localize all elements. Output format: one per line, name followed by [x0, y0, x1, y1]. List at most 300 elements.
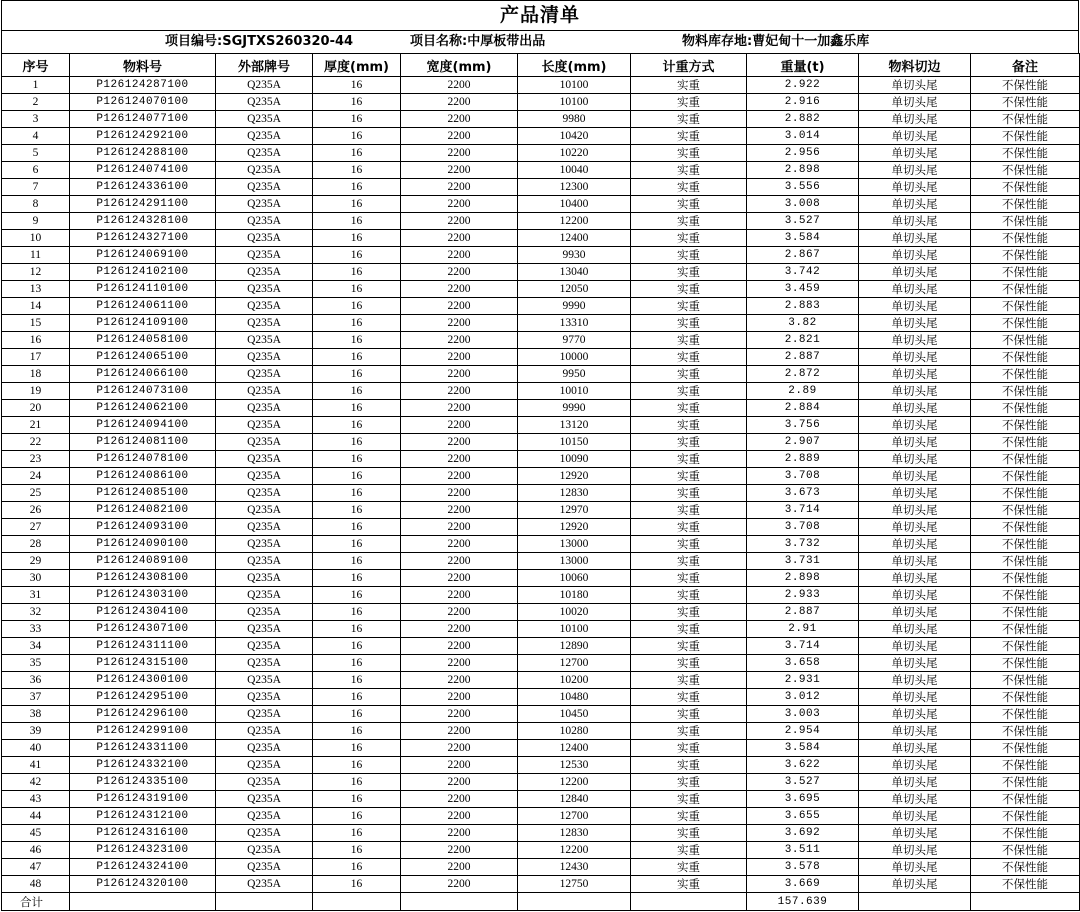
width-cell: 2200 — [401, 366, 518, 383]
material-number-cell: P126124109100 — [70, 315, 216, 332]
width-cell: 2200 — [401, 570, 518, 587]
weight-cell: 3.527 — [747, 213, 859, 230]
width-cell: 2200 — [401, 400, 518, 417]
table-row — [2, 162, 1080, 179]
material-number-cell: P126124090100 — [70, 536, 216, 553]
table-row — [2, 298, 1080, 315]
grade-cell: Q235A — [216, 587, 313, 604]
length-cell: 12750 — [518, 876, 631, 893]
weight-cell: 2.887 — [747, 604, 859, 621]
remark-cell: 不保性能 — [971, 825, 1080, 842]
grade-cell: Q235A — [216, 434, 313, 451]
row-number-cell: 44 — [2, 808, 70, 825]
table-row — [2, 366, 1080, 383]
material-number-cell: P126124304100 — [70, 604, 216, 621]
material-number-cell: P126124086100 — [70, 468, 216, 485]
weigh-method-cell: 实重 — [631, 553, 747, 570]
edge-cut-cell: 单切头尾 — [859, 77, 971, 94]
grade-cell: Q235A — [216, 485, 313, 502]
column-header: 物料切边 — [859, 54, 971, 77]
remark-cell: 不保性能 — [971, 553, 1080, 570]
weigh-method-cell: 实重 — [631, 213, 747, 230]
weight-cell: 3.692 — [747, 825, 859, 842]
width-cell: 2200 — [401, 247, 518, 264]
grade-cell: Q235A — [216, 502, 313, 519]
grade-cell: Q235A — [216, 570, 313, 587]
weight-cell: 3.708 — [747, 519, 859, 536]
thickness-cell: 16 — [313, 587, 401, 604]
length-cell: 12530 — [518, 757, 631, 774]
thickness-cell: 16 — [313, 230, 401, 247]
edge-cut-cell: 单切头尾 — [859, 587, 971, 604]
table-row — [2, 213, 1080, 230]
thickness-cell: 16 — [313, 774, 401, 791]
width-cell: 2200 — [401, 655, 518, 672]
table-row — [2, 349, 1080, 366]
width-cell: 2200 — [401, 502, 518, 519]
width-cell: 2200 — [401, 196, 518, 213]
edge-cut-cell: 单切头尾 — [859, 128, 971, 145]
table-row — [2, 468, 1080, 485]
grade-cell: Q235A — [216, 332, 313, 349]
weight-cell: 3.731 — [747, 553, 859, 570]
project-info-row — [1, 30, 1079, 53]
edge-cut-cell: 单切头尾 — [859, 332, 971, 349]
length-cell: 9990 — [518, 298, 631, 315]
thickness-cell: 16 — [313, 298, 401, 315]
remark-cell: 不保性能 — [971, 77, 1080, 94]
row-number-cell: 48 — [2, 876, 70, 893]
row-number-cell: 7 — [2, 179, 70, 196]
material-number-cell: P126124061100 — [70, 298, 216, 315]
table-row — [2, 791, 1080, 808]
width-cell: 2200 — [401, 451, 518, 468]
material-number-cell: P126124066100 — [70, 366, 216, 383]
grade-cell: Q235A — [216, 281, 313, 298]
grade-cell: Q235A — [216, 842, 313, 859]
grade-cell: Q235A — [216, 383, 313, 400]
product-table — [1, 53, 1080, 911]
material-number-cell: P126124332100 — [70, 757, 216, 774]
material-number-cell: P126124081100 — [70, 434, 216, 451]
row-number-cell: 42 — [2, 774, 70, 791]
remark-cell: 不保性能 — [971, 808, 1080, 825]
grade-cell: Q235A — [216, 876, 313, 893]
thickness-cell: 16 — [313, 536, 401, 553]
length-cell: 12200 — [518, 774, 631, 791]
material-number-cell: P126124319100 — [70, 791, 216, 808]
material-number-cell: P126124311100 — [70, 638, 216, 655]
row-number-cell: 13 — [2, 281, 70, 298]
edge-cut-cell: 单切头尾 — [859, 434, 971, 451]
material-number-cell: P126124296100 — [70, 706, 216, 723]
row-number-cell: 47 — [2, 859, 70, 876]
weight-cell: 3.556 — [747, 179, 859, 196]
weight-cell: 2.933 — [747, 587, 859, 604]
remark-cell: 不保性能 — [971, 383, 1080, 400]
remark-cell: 不保性能 — [971, 213, 1080, 230]
edge-cut-cell: 单切头尾 — [859, 638, 971, 655]
width-cell: 2200 — [401, 740, 518, 757]
weigh-method-cell: 实重 — [631, 519, 747, 536]
length-cell: 9990 — [518, 400, 631, 417]
thickness-cell: 16 — [313, 842, 401, 859]
column-header: 计重方式 — [631, 54, 747, 77]
grade-cell: Q235A — [216, 774, 313, 791]
weigh-method-cell: 实重 — [631, 723, 747, 740]
length-cell: 12400 — [518, 230, 631, 247]
weight-cell: 3.527 — [747, 774, 859, 791]
width-cell: 2200 — [401, 553, 518, 570]
table-row — [2, 519, 1080, 536]
thickness-cell: 16 — [313, 417, 401, 434]
table-row — [2, 740, 1080, 757]
weight-cell: 2.898 — [747, 162, 859, 179]
grade-cell: Q235A — [216, 553, 313, 570]
length-cell: 10180 — [518, 587, 631, 604]
edge-cut-cell: 单切头尾 — [859, 298, 971, 315]
remark-cell: 不保性能 — [971, 570, 1080, 587]
row-number-cell: 24 — [2, 468, 70, 485]
row-number-cell: 20 — [2, 400, 70, 417]
grade-cell: Q235A — [216, 247, 313, 264]
length-cell: 12920 — [518, 468, 631, 485]
weigh-method-cell: 实重 — [631, 247, 747, 264]
thickness-cell: 16 — [313, 468, 401, 485]
edge-cut-cell: 单切头尾 — [859, 400, 971, 417]
grade-cell: Q235A — [216, 264, 313, 281]
row-number-cell: 30 — [2, 570, 70, 587]
remark-cell: 不保性能 — [971, 774, 1080, 791]
weight-cell: 3.756 — [747, 417, 859, 434]
row-number-cell: 14 — [2, 298, 70, 315]
grade-cell: Q235A — [216, 230, 313, 247]
thickness-cell: 16 — [313, 315, 401, 332]
grade-cell: Q235A — [216, 536, 313, 553]
grade-cell: Q235A — [216, 111, 313, 128]
remark-cell: 不保性能 — [971, 587, 1080, 604]
remark-cell: 不保性能 — [971, 502, 1080, 519]
thickness-cell: 16 — [313, 485, 401, 502]
table-row — [2, 859, 1080, 876]
width-cell: 2200 — [401, 264, 518, 281]
width-cell: 2200 — [401, 111, 518, 128]
row-number-cell: 29 — [2, 553, 70, 570]
row-number-cell: 45 — [2, 825, 70, 842]
table-row — [2, 842, 1080, 859]
row-number-cell: 39 — [2, 723, 70, 740]
table-row — [2, 94, 1080, 111]
row-number-cell: 22 — [2, 434, 70, 451]
width-cell: 2200 — [401, 791, 518, 808]
table-row — [2, 604, 1080, 621]
weigh-method-cell: 实重 — [631, 808, 747, 825]
material-number-cell: P126124316100 — [70, 825, 216, 842]
empty-cell — [631, 893, 747, 911]
edge-cut-cell: 单切头尾 — [859, 502, 971, 519]
edge-cut-cell: 单切头尾 — [859, 264, 971, 281]
remark-cell: 不保性能 — [971, 485, 1080, 502]
remark-cell: 不保性能 — [971, 196, 1080, 213]
total-weight: 157.639 — [747, 893, 859, 911]
row-number-cell: 43 — [2, 791, 70, 808]
remark-cell: 不保性能 — [971, 264, 1080, 281]
row-number-cell: 1 — [2, 77, 70, 94]
weight-cell: 2.883 — [747, 298, 859, 315]
edge-cut-cell: 单切头尾 — [859, 247, 971, 264]
edge-cut-cell: 单切头尾 — [859, 213, 971, 230]
weight-cell: 3.008 — [747, 196, 859, 213]
table-row — [2, 247, 1080, 264]
width-cell: 2200 — [401, 808, 518, 825]
table-row — [2, 672, 1080, 689]
weight-cell: 2.956 — [747, 145, 859, 162]
edge-cut-cell: 单切头尾 — [859, 689, 971, 706]
remark-cell: 不保性能 — [971, 247, 1080, 264]
length-cell: 12300 — [518, 179, 631, 196]
weigh-method-cell: 实重 — [631, 349, 747, 366]
material-number-cell: P126124292100 — [70, 128, 216, 145]
width-cell: 2200 — [401, 706, 518, 723]
weight-cell: 2.889 — [747, 451, 859, 468]
weigh-method-cell: 实重 — [631, 230, 747, 247]
width-cell: 2200 — [401, 213, 518, 230]
remark-cell: 不保性能 — [971, 536, 1080, 553]
table-row — [2, 196, 1080, 213]
thickness-cell: 16 — [313, 111, 401, 128]
width-cell: 2200 — [401, 383, 518, 400]
length-cell: 12830 — [518, 485, 631, 502]
thickness-cell: 16 — [313, 281, 401, 298]
thickness-cell: 16 — [313, 706, 401, 723]
warehouse-info — [682, 31, 869, 53]
length-cell: 13000 — [518, 553, 631, 570]
remark-cell: 不保性能 — [971, 706, 1080, 723]
weight-cell: 3.012 — [747, 689, 859, 706]
table-row — [2, 587, 1080, 604]
thickness-cell: 16 — [313, 128, 401, 145]
table-row — [2, 723, 1080, 740]
length-cell: 13040 — [518, 264, 631, 281]
length-cell: 12700 — [518, 808, 631, 825]
weigh-method-cell: 实重 — [631, 332, 747, 349]
empty-cell — [401, 893, 518, 911]
empty-cell — [313, 893, 401, 911]
material-number-cell: P126124102100 — [70, 264, 216, 281]
grade-cell: Q235A — [216, 179, 313, 196]
column-header: 宽度(mm) — [401, 54, 518, 77]
table-row — [2, 808, 1080, 825]
length-cell: 9930 — [518, 247, 631, 264]
edge-cut-cell: 单切头尾 — [859, 553, 971, 570]
empty-cell — [518, 893, 631, 911]
width-cell: 2200 — [401, 349, 518, 366]
weigh-method-cell: 实重 — [631, 400, 747, 417]
thickness-cell: 16 — [313, 808, 401, 825]
weigh-method-cell: 实重 — [631, 825, 747, 842]
width-cell: 2200 — [401, 230, 518, 247]
project-code-value: SGJTXS260320-44 — [222, 34, 354, 49]
weigh-method-cell: 实重 — [631, 77, 747, 94]
thickness-cell: 16 — [313, 264, 401, 281]
length-cell: 10280 — [518, 723, 631, 740]
table-row — [2, 230, 1080, 247]
table-row — [2, 417, 1080, 434]
weight-cell: 3.584 — [747, 230, 859, 247]
grade-cell: Q235A — [216, 162, 313, 179]
row-number-cell: 9 — [2, 213, 70, 230]
thickness-cell: 16 — [313, 519, 401, 536]
edge-cut-cell: 单切头尾 — [859, 349, 971, 366]
weight-cell: 3.669 — [747, 876, 859, 893]
remark-cell: 不保性能 — [971, 145, 1080, 162]
material-number-cell: P126124074100 — [70, 162, 216, 179]
width-cell: 2200 — [401, 859, 518, 876]
remark-cell: 不保性能 — [971, 791, 1080, 808]
width-cell: 2200 — [401, 162, 518, 179]
weight-cell: 2.954 — [747, 723, 859, 740]
table-row — [2, 332, 1080, 349]
table-row — [2, 145, 1080, 162]
row-number-cell: 38 — [2, 706, 70, 723]
remark-cell: 不保性能 — [971, 281, 1080, 298]
remark-cell: 不保性能 — [971, 604, 1080, 621]
grade-cell: Q235A — [216, 298, 313, 315]
length-cell: 10420 — [518, 128, 631, 145]
material-number-cell: P126124078100 — [70, 451, 216, 468]
weight-cell: 2.931 — [747, 672, 859, 689]
length-cell: 10090 — [518, 451, 631, 468]
thickness-cell: 16 — [313, 621, 401, 638]
table-body — [2, 77, 1080, 893]
remark-cell: 不保性能 — [971, 876, 1080, 893]
grade-cell: Q235A — [216, 859, 313, 876]
edge-cut-cell: 单切头尾 — [859, 876, 971, 893]
material-number-cell: P126124323100 — [70, 842, 216, 859]
weight-cell: 3.673 — [747, 485, 859, 502]
weight-cell: 3.578 — [747, 859, 859, 876]
table-row — [2, 706, 1080, 723]
row-number-cell: 40 — [2, 740, 70, 757]
grade-cell: Q235A — [216, 689, 313, 706]
width-cell: 2200 — [401, 519, 518, 536]
weight-cell: 3.732 — [747, 536, 859, 553]
grade-cell: Q235A — [216, 468, 313, 485]
grade-cell: Q235A — [216, 740, 313, 757]
edge-cut-cell: 单切头尾 — [859, 230, 971, 247]
length-cell: 10000 — [518, 349, 631, 366]
width-cell: 2200 — [401, 842, 518, 859]
remark-cell: 不保性能 — [971, 723, 1080, 740]
length-cell: 12920 — [518, 519, 631, 536]
row-number-cell: 3 — [2, 111, 70, 128]
edge-cut-cell: 单切头尾 — [859, 604, 971, 621]
sheet-title: 产品清单 — [1, 0, 1079, 30]
weigh-method-cell: 实重 — [631, 604, 747, 621]
edge-cut-cell: 单切头尾 — [859, 791, 971, 808]
grade-cell: Q235A — [216, 706, 313, 723]
material-number-cell: P126124288100 — [70, 145, 216, 162]
project-code-label: 项目编号: — [165, 34, 223, 49]
edge-cut-cell: 单切头尾 — [859, 485, 971, 502]
weigh-method-cell: 实重 — [631, 434, 747, 451]
width-cell: 2200 — [401, 689, 518, 706]
width-cell: 2200 — [401, 179, 518, 196]
material-number-cell: P126124303100 — [70, 587, 216, 604]
width-cell: 2200 — [401, 468, 518, 485]
row-number-cell: 26 — [2, 502, 70, 519]
weigh-method-cell: 实重 — [631, 587, 747, 604]
project-code-info — [165, 31, 353, 53]
table-row — [2, 315, 1080, 332]
grade-cell: Q235A — [216, 196, 313, 213]
table-row — [2, 502, 1080, 519]
project-name-info — [410, 31, 545, 53]
length-cell: 10100 — [518, 94, 631, 111]
thickness-cell: 16 — [313, 451, 401, 468]
width-cell: 2200 — [401, 77, 518, 94]
row-number-cell: 25 — [2, 485, 70, 502]
length-cell: 10060 — [518, 570, 631, 587]
grade-cell: Q235A — [216, 757, 313, 774]
length-cell: 10480 — [518, 689, 631, 706]
weight-cell: 3.658 — [747, 655, 859, 672]
length-cell: 12400 — [518, 740, 631, 757]
grade-cell: Q235A — [216, 519, 313, 536]
grade-cell: Q235A — [216, 315, 313, 332]
weigh-method-cell: 实重 — [631, 876, 747, 893]
thickness-cell: 16 — [313, 757, 401, 774]
material-number-cell: P126124073100 — [70, 383, 216, 400]
length-cell: 13310 — [518, 315, 631, 332]
row-number-cell: 16 — [2, 332, 70, 349]
material-number-cell: P126124336100 — [70, 179, 216, 196]
row-number-cell: 33 — [2, 621, 70, 638]
material-number-cell: P126124328100 — [70, 213, 216, 230]
grade-cell: Q235A — [216, 604, 313, 621]
remark-cell: 不保性能 — [971, 315, 1080, 332]
remark-cell: 不保性能 — [971, 519, 1080, 536]
table-row — [2, 774, 1080, 791]
weight-cell: 2.916 — [747, 94, 859, 111]
row-number-cell: 35 — [2, 655, 70, 672]
thickness-cell: 16 — [313, 859, 401, 876]
thickness-cell: 16 — [313, 349, 401, 366]
product-list-sheet — [1, 0, 1079, 911]
weigh-method-cell: 实重 — [631, 264, 747, 281]
row-number-cell: 2 — [2, 94, 70, 111]
edge-cut-cell: 单切头尾 — [859, 315, 971, 332]
thickness-cell: 16 — [313, 383, 401, 400]
row-number-cell: 23 — [2, 451, 70, 468]
edge-cut-cell: 单切头尾 — [859, 196, 971, 213]
weight-cell: 3.82 — [747, 315, 859, 332]
table-row — [2, 179, 1080, 196]
material-number-cell: P126124094100 — [70, 417, 216, 434]
weight-cell: 3.511 — [747, 842, 859, 859]
row-number-cell: 4 — [2, 128, 70, 145]
grade-cell: Q235A — [216, 808, 313, 825]
edge-cut-cell: 单切头尾 — [859, 145, 971, 162]
weight-cell: 2.89 — [747, 383, 859, 400]
row-number-cell: 27 — [2, 519, 70, 536]
remark-cell: 不保性能 — [971, 740, 1080, 757]
project-name-label: 项目名称: — [410, 34, 468, 49]
edge-cut-cell: 单切头尾 — [859, 808, 971, 825]
remark-cell: 不保性能 — [971, 417, 1080, 434]
material-number-cell: P126124320100 — [70, 876, 216, 893]
weigh-method-cell: 实重 — [631, 111, 747, 128]
